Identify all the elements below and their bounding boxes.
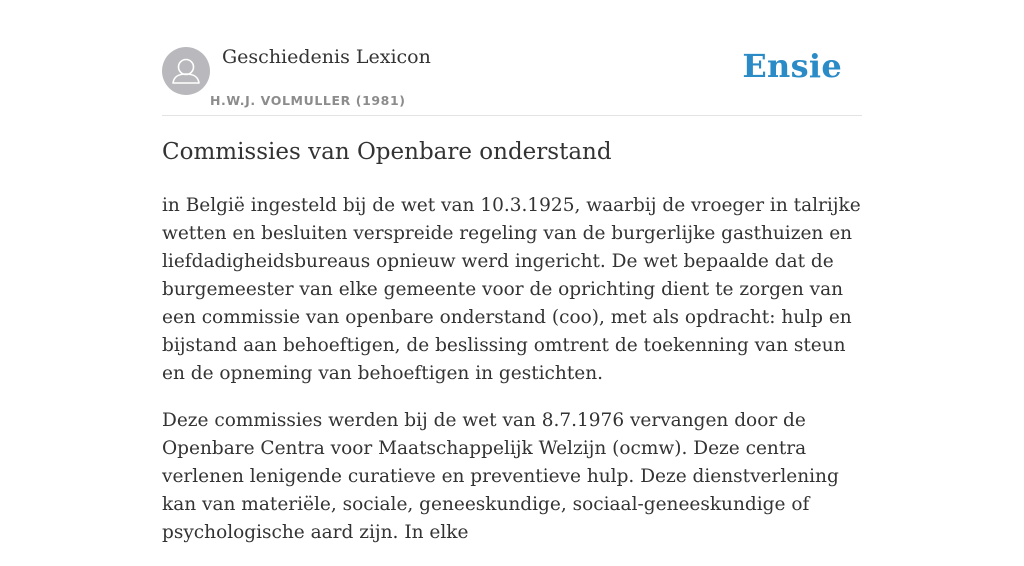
brand-logo[interactable]: Ensie xyxy=(742,47,842,85)
paragraph: Deze commissies werden bij de wet van 8.7.1976 vervangen door de Openbare Centra voor Maatschappelijk Welzijn (ocmw). Deze centra verlenen lenigende curatieve en preventieve hulp. Deze dienstverlening kan van materiële, sociale, geneeskundige, sociaal-geneeskundige of psychologische aard zijn. In elke xyxy=(162,410,839,543)
user-icon xyxy=(162,47,210,95)
source-title[interactable]: Geschiedenis Lexicon xyxy=(222,46,431,68)
article-title: Commissies van Openbare onderstand xyxy=(162,139,612,165)
avatar[interactable] xyxy=(162,47,210,95)
source-header xyxy=(162,0,862,116)
paragraph: in België ingesteld bij de wet van 10.3.1925, waarbij de vroeger in talrijke wetten en besluiten verspreide regeling van de burgerlijke gasthuizen en liefdadigheidsbureaus opnieuw werd ingericht. De wet bepaalde dat de burgemeester van elke gemeente voor de oprichting dient te zorgen van een commissie van openbare onderstand (coo), met als opdracht: hulp en bijstand aan behoeftigen, de beslissing omtrent de toekenning van steun en de opneming van behoeftigen in gestichten. xyxy=(162,195,861,384)
page xyxy=(162,0,862,543)
author-byline[interactable]: H.W.J. VOLMULLER (1981) xyxy=(210,93,406,108)
article-body xyxy=(162,192,862,566)
